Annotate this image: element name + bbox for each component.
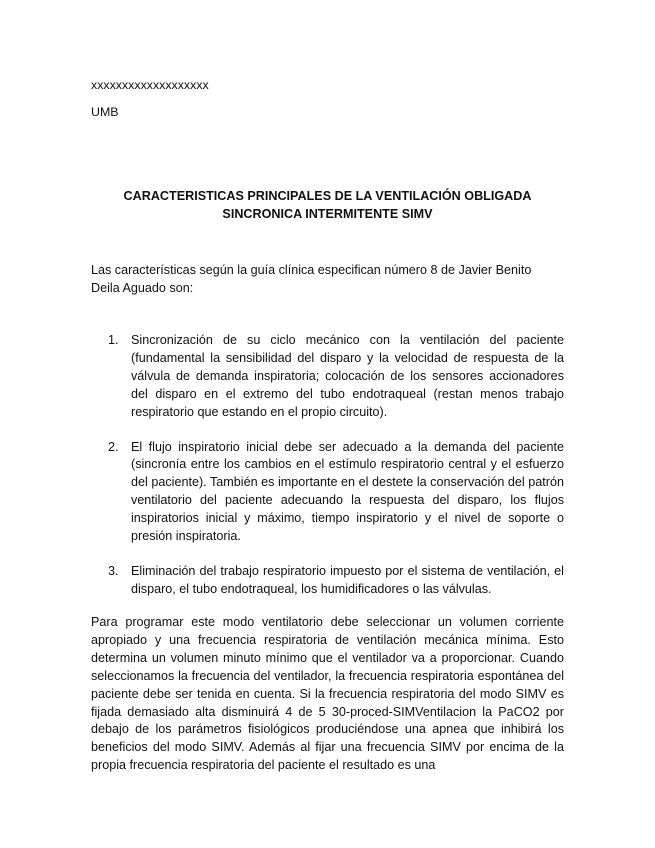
body-paragraph: Para programar este modo ventilatorio debe seleccionar un volumen corriente apropiado y una frecuencia respiratoria de ventilación mecánica mínima. Esto determina un volumen minuto mínimo que el ventilador va a proporcionar. Cuando seleccionamos la frecuencia del ventilador, la frecuencia respiratoria espontánea del paciente debe ser tenida en cuenta. Si la frecuencia respiratoria del modo SIMV es fijada demasiado alta disminuirá 4 de 5 30-proced-SIMVentilacion la PaCO2 por debajo de los parámetros fisiológicos produciéndose una apnea que inhibirá los beneficios del modo SIMV. Además al fijar una frecuencia SIMV por encima de la propia frecuencia respiratoria del paciente el resultado es una [91,615,564,773]
title-line-2: SINCRONICA INTERMITENTE SIMV [222,207,433,221]
list-item [108,332,564,422]
author-line: xxxxxxxxxxxxxxxxxxx [91,78,209,92]
title-line-1: CARACTERISTICAS PRINCIPALES DE LA VENTILACIÓN OBLIGADA [123,189,532,203]
list-item-text: Eliminación del trabajo respiratorio impuesto por el sistema de ventilación, el disparo, el tubo endotraqueal, los humidificadores o las válvulas. [131,563,564,596]
characteristics-list [108,332,564,616]
list-item-number: 2. [108,439,119,454]
intro-paragraph: Las características según la guía clínica especifican número 8 de Javier Benito Deila Aguado son: [91,263,532,295]
list-item-number: 3. [108,563,119,578]
list-item-text: El flujo inspiratorio inicial debe ser adecuado a la demanda del paciente (sincronía entre los cambios en el estímulo respiratorio central y el esfuerzo del paciente). También es importante en el destete la conservación del patrón ventilatorio del paciente adecuando la respuesta del disparo, los flujos inspiratorios inicial y máximo, tiempo inspiratorio y el nivel de soporte o presión inspiratoria. [131,439,564,544]
list-item-text: Sincronización de su ciclo mecánico con la ventilación del paciente (fundamental la sensibilidad del disparo y la velocidad de respuesta de la válvula de demanda inspiratoria; colocación de los sensores accionadores del disparo en el extremo del tubo endotraqueal (restan menos trabajo respiratorio que estando en el propio circuito). [131,333,564,419]
list-item [108,563,564,599]
list-item-number: 1. [108,333,119,347]
institution-line: UMB [91,105,119,119]
document-title [91,187,564,223]
list-item [108,439,564,546]
